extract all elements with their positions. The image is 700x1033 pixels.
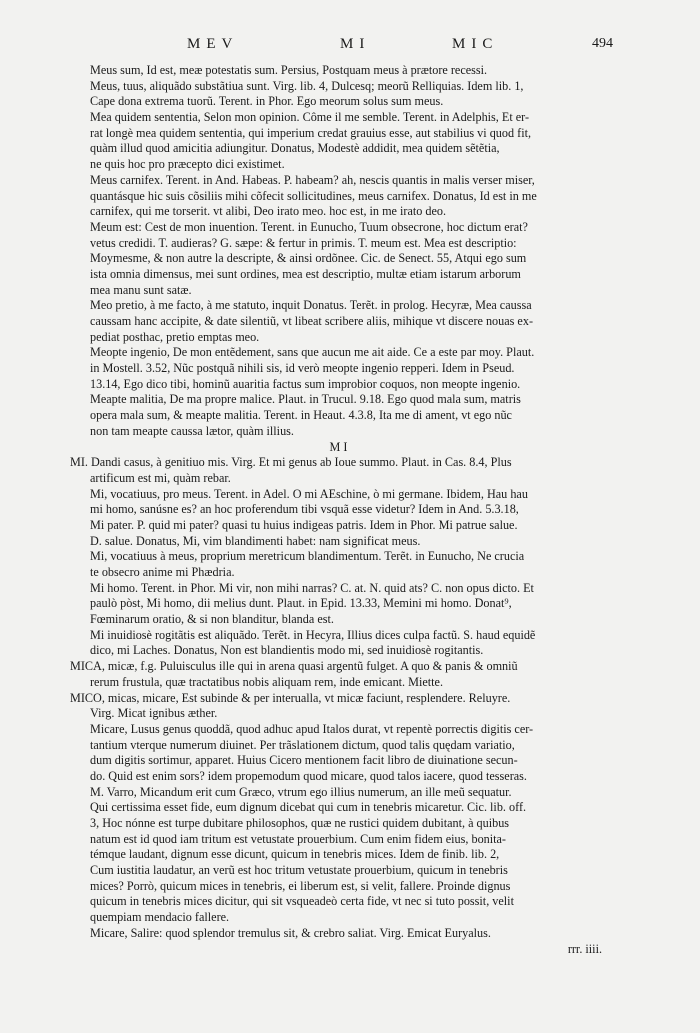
text-line: artificum est mi, quàm rebar. xyxy=(90,470,231,485)
text-line: Meus sum, Id est, meæ potestatis sum. Persius, Postquam meus à prætore recessi. xyxy=(90,63,488,77)
text-line: natum est id quod iam tritum est vetustate prouerbium. Cum enim fidem eius, bonita- xyxy=(90,831,506,846)
text-line: dum digitis sortimur, apparet. Huius Cicero mentionem facit libro de diuinatione secun- xyxy=(90,753,518,768)
signature-mark: rrr. iiii. xyxy=(567,941,602,956)
text-line: Virg. Micat ignibus æther. xyxy=(90,706,218,721)
text-line: Mi pater. P. quid mi pater? quasi tu huius indigeas patris. Idem in Phor. Mi patrue salue. xyxy=(90,517,518,532)
dictionary-text xyxy=(70,63,610,957)
text-line: quempiam mendacio fallere. xyxy=(90,910,230,925)
text-line: Mi, vocatiuus à meus, proprium meretricum blandimentum. Terẽt. in Eunucho, Ne crucia xyxy=(90,549,525,564)
text-line: Mi, vocatiuus, pro meus. Terent. in Adel. O mi AEschine, ò mi germane. Ibidem, Hau hau xyxy=(90,486,528,501)
text-line: Mi inuidiosè rogitãtis est aliquãdo. Terẽt. in Hecyra, Illius dices culpa factũ. S. haud equidẽ xyxy=(90,627,536,642)
text-line: rerum frustula, quæ tractatibus nobis aliquam rem, inde emicant. Miette. xyxy=(90,674,444,689)
text-line: Meus carnifex. Terent. in And. Habeas. P. habeam? ah, nescis quantis in malis verser miser, xyxy=(90,172,535,187)
text-line: Micare, Salire: quod splendor tremulus sit, & crebro saliat. Virg. Emicat Euryalus. xyxy=(90,925,491,940)
text-line: Meapte malitia, De ma propre malice. Plaut. in Trucul. 9.18. Ego quod mala sum, matris xyxy=(90,392,521,407)
text-line: Cum iustitia laudatur, an verũ est hoc tritum vetustate prouerbium, quicum in tenebris xyxy=(90,863,508,878)
text-line: 13.14, Ego dico tibi, hominũ auaritia factus sum improbior coquos, non meopte ingenio. xyxy=(90,376,521,391)
text-line: non tam meapte caussa lætor, quàm illius. xyxy=(90,423,294,438)
header-middle: MI xyxy=(340,36,371,52)
text-line: quantásque hic suis cõsiliis mihi cõfecit sollicitudines, meus carnifex. Donatus, Id est in me xyxy=(90,188,537,203)
text-line: vetus credidi. T. audieras? G. sæpe: & fertur in primis. T. meum est. Mea est descriptio: xyxy=(90,235,517,250)
text-line: Moymesme, & non autre la descripte, & ainsi ordõnee. Cic. de Senect. 55, Atqui ego sum xyxy=(90,251,527,266)
text-line: ista omnia dimensus, mei sunt ordines, mea est descriptio, multæ etiam istarum arborum xyxy=(90,266,521,281)
text-line: Cape dona extrema tuorũ. Terent. in Phor. Ego meorum solus sum meus. xyxy=(90,94,444,109)
text-line: dico, mi Laches. Donatus, Non est blandientis modo mi, sed inuidiosè rogitantis. xyxy=(90,643,484,658)
text-line: quicum in tenebris mices dicitur, qui sit vsqueadeò certa fide, vt nec si tuto possit, velit xyxy=(90,894,514,909)
text-line: Meum est: Cest de mon inuention. Terent. in Eunucho, Tuum obsecrone, hoc dictum erat? xyxy=(90,219,528,234)
header-right: MIC xyxy=(452,36,499,52)
text-line: Meus, tuus, aliquãdo substãtiua sunt. Virg. lib. 4, Dulcesq; meorũ Relliquias. Idem lib. 1, xyxy=(90,78,524,93)
text-line: caussam hanc accipite, & date silentiũ, vt libeat scribere aliis, mihique vt discere nouas ex- xyxy=(90,314,533,328)
running-header xyxy=(0,36,700,58)
text-line: in Mostell. 3.52, Nũc postquã nihili sis, id verò meopte ingenio repperi. Idem in Pseud. xyxy=(90,361,515,376)
text-line: pediat posthac, pretio emptas meo. xyxy=(90,329,260,344)
text-line: Qui certissima esset fide, eum dignum dicebat qui cum in tenebris micaretur. Cic. lib. off. xyxy=(90,800,527,815)
text-line: MICO, micas, micare, Est subinde & per interualla, vt micæ faciunt, resplendere. Reluyre. xyxy=(70,690,511,705)
text-line: témque laudant, dignum esse dicunt, quicum in tenebris mices. Idem de finib. lib. 2, xyxy=(90,847,500,862)
text-line: opera mala sum, & meapte malitia. Terent. in Heaut. 4.3.8, Ita me di ament, vt ego nũc xyxy=(90,408,512,423)
text-line: MI. Dandi casus, à genitiuo mis. Virg. Et mi genus ab Ioue summo. Plaut. in Cas. 8.4, Plus xyxy=(70,455,512,470)
text-line: M. Varro, Micandum erit cum Græco, vtrum ego illius numerum, an ille meũ sequatur. xyxy=(90,784,512,799)
text-line: te obsecro anime mi Phædria. xyxy=(90,565,235,579)
text-line: mi homo, sanúsne es? an hoc proferendum tibi vsquã esse videtur? Idem in And. 5.3.18, xyxy=(90,502,519,517)
text-line: mices? Porrò, quicum mices in tenebris, ei liberum est, si velit, fallere. Proinde dignus xyxy=(90,878,511,893)
section-heading: MI xyxy=(329,439,351,454)
text-line: carnifex, qui me torserit. vt alibi, Deo irato meo. hoc est, in me irato deo. xyxy=(90,204,447,219)
text-line: do. Quid est enim sors? idem propemodum quod micare, quod talos iacere, quod tesseras. xyxy=(90,768,527,783)
text-line: MICA, micæ, f.g. Puluisculus ille qui in arena quasi argentũ fulget. A quo & panis & omniũ xyxy=(70,659,518,674)
header-left: MEV xyxy=(187,36,239,52)
text-line: quàm illud quod amicitia adiungitur. Donatus, Modestè addidit, mea quidem sẽtẽtia, xyxy=(90,141,500,156)
text-line: Fœminarum oratio, & si non blanditur, blanda est. xyxy=(90,612,334,627)
text-line: paulò pòst, Mi homo, dii melius dunt. Plaut. in Epid. 13.33, Memini mi homo. Donat⁹, xyxy=(90,596,512,611)
text-line: D. salue. Donatus, Mi, vim blandimenti habet: nam significat meus. xyxy=(90,533,421,548)
text-line: Micare, Lusus genus quoddã, quod adhuc apud Italos durat, vt repentè porrectis digitis cer- xyxy=(90,721,534,736)
text-line: Mea quidem sententia, Selon mon opinion. Côme il me semble. Terent. in Adelphis, Et er- xyxy=(90,110,530,125)
text-line: Mi homo. Terent. in Phor. Mi vir, non mihi narras? C. at. N. quid ats? C. non opus dicto. Et xyxy=(90,580,534,595)
text-line: rat longè mea quidem sententia, qui imperium credat grauius esse, aut stabilius vi quod fit, xyxy=(90,125,532,140)
text-line: tantium vterque numerum diuinet. Per trãslationem dictum, quod talis quędam variatio, xyxy=(90,737,515,752)
page-number: 494 xyxy=(592,36,613,51)
text-line: Meopte ingenio, De mon entẽdement, sans que aucun me ait aide. Ce a este par moy. Plaut. xyxy=(90,345,535,360)
text-line: Meo pretio, à me facto, à me statuto, inquit Donatus. Terẽt. in prolog. Hecyræ, Mea caussa xyxy=(90,298,532,313)
text-line: ne quis hoc pro præcepto dici existimet. xyxy=(90,157,285,172)
text-line: mea manu sunt satæ. xyxy=(90,282,192,297)
text-line: 3, Hoc nónne est turpe dubitare philosophos, quæ ne rustici quidem dubitant, à quibus xyxy=(90,816,510,830)
